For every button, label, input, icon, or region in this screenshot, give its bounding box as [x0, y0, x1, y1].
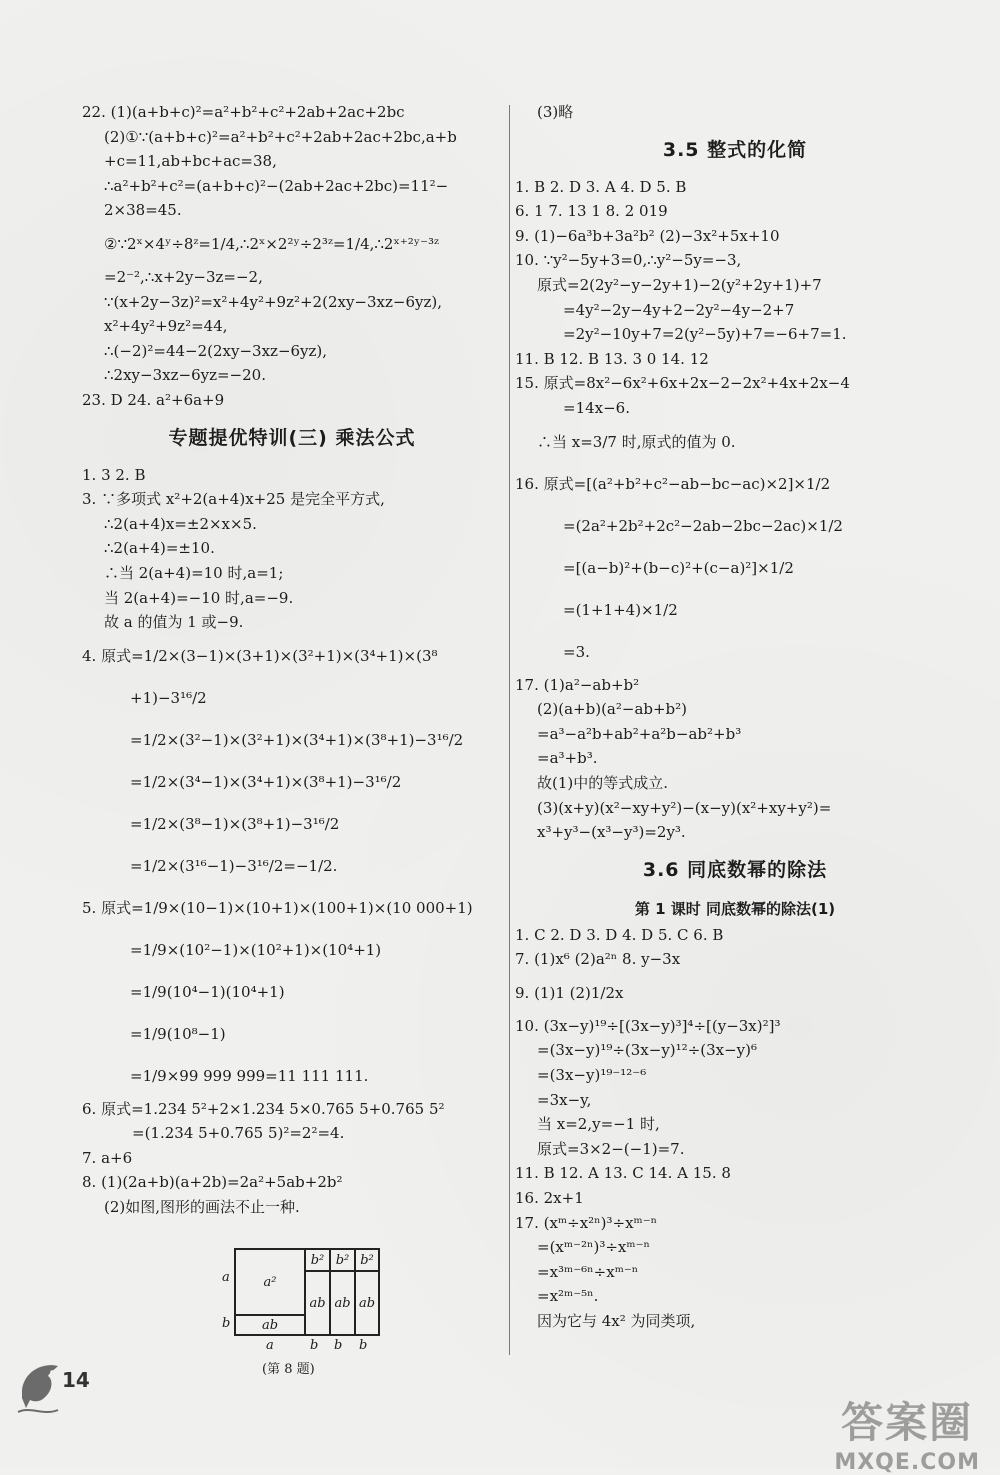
answer-line: =2⁻²,∴x+2y−3z=−2,	[104, 267, 263, 286]
answer-line: 9. (1)1 (2)1/2x	[515, 983, 624, 1002]
cell-a-squared: a²	[235, 1249, 305, 1315]
answer-line: =1/9×(10²−1)×(10²+1)×(10⁴+1)	[130, 940, 382, 959]
answer-line: =14x−6.	[563, 398, 630, 417]
answer-line: +c=11,ab+bc+ac=38,	[104, 152, 277, 171]
answer-line: =(2a²+2b²+2c²−2ab−2bc−2ac)×1/2	[563, 516, 843, 535]
answer-line: 故(1)中的等式成立.	[537, 773, 669, 792]
answer-line: 16. 2x+1	[515, 1189, 584, 1208]
answer-line: =[(a−b)²+(b−c)²+(c−a)²]×1/2	[563, 558, 794, 577]
answer-line: ∴2(a+4)x=±2×x×5.	[104, 514, 257, 533]
answer-line: 3. ∵多项式 x²+2(a+4)x+25 是完全平方式,	[82, 490, 385, 509]
answer-line: =(1.234 5+0.765 5)²=2²=4.	[132, 1124, 345, 1143]
answer-line: =1/2×(3²−1)×(3²+1)×(3⁴+1)×(3⁸+1)−3¹⁶/2	[130, 730, 464, 749]
cell-ab: ab	[330, 1271, 355, 1335]
answer-line: =1/9(10⁸−1)	[130, 1024, 226, 1043]
answer-line: (2)①∵(a+b+c)²=a²+b²+c²+2ab+2ac+2bc,a+b	[104, 127, 457, 146]
answer-line: =2y²−10y+7=2(y²−5y)+7=−6+7=1.	[563, 325, 847, 344]
answer-line: 2×38=45.	[104, 201, 182, 220]
answer-line: ∴2xy−3xz−6yz=−20.	[104, 366, 266, 385]
answer-line: 4. 原式=1/2×(3−1)×(3+1)×(3²+1)×(3⁴+1)×(3⁸	[82, 646, 438, 665]
answer-line: =(1+1+4)×1/2	[563, 600, 678, 619]
figure-bottom-b: b	[334, 1338, 343, 1353]
answer-line: =x³ᵐ⁻⁶ⁿ÷xᵐ⁻ⁿ	[537, 1262, 639, 1281]
answer-line: 22. (1)(a+b+c)²=a²+b²+c²+2ab+2ac+2bc	[82, 103, 405, 121]
answer-line: 10. ∵y²−5y+3=0,∴y²−5y=−3,	[515, 251, 742, 270]
answer-line: 17. (1)a²−ab+b²	[515, 675, 640, 694]
answer-line: 原式=3×2−(−1)=7.	[537, 1139, 685, 1158]
answer-line: =4y²−2y−4y+2−2y²−4y−2+7	[563, 300, 795, 319]
section-heading: 第 1 课时 同底数幂的除法(1)	[634, 899, 836, 918]
answer-line: 当 2(a+4)=−10 时,a=−9.	[104, 588, 294, 607]
figure-side-a: a	[222, 1270, 230, 1285]
answer-line: 9. (1)−6a³b+3a²b² (2)−3x²+5x+10	[515, 226, 780, 245]
answer-line: =(3x−y)¹⁹⁻¹²⁻⁶	[537, 1066, 647, 1085]
column-divider	[509, 105, 510, 1355]
answer-line: 故 a 的值为 1 或−9.	[104, 613, 244, 632]
figure-grid	[234, 1248, 380, 1336]
answer-line: (3)(x+y)(x²−xy+y²)−(x−y)(x²+xy+y²)=	[537, 798, 832, 817]
cell-b-squared: b²	[305, 1249, 330, 1271]
answer-line: 16. 原式=[(a²+b²+c²−ab−bc−ac)×2]×1/2	[515, 474, 831, 493]
answer-line: ∴当 2(a+4)=10 时,a=1;	[104, 563, 284, 582]
page-number: 14	[62, 1368, 90, 1392]
answer-line: ∴(−2)²=44−2(2xy−3xz−6yz),	[104, 341, 328, 360]
answer-line: =a³−a²b+ab²+a²b−ab²+b³	[537, 724, 742, 743]
answer-line: (2)如图,图形的画法不止一种.	[104, 1198, 300, 1217]
answer-line: ∵(x+2y−3z)²=x²+4y²+9z²+2(2xy−3xz−6yz),	[104, 292, 443, 311]
cell-ab: ab	[355, 1271, 379, 1335]
answer-line: 15. 原式=8x²−6x²+6x+2x−2−2x²+4x+2x−4	[515, 374, 850, 393]
figure-side-b: b	[222, 1316, 231, 1331]
answer-line: 原式=2(2y²−y−2y+1)−2(y²+2y+1)+7	[537, 275, 822, 294]
answer-line: 11. B 12. B 13. 3 0 14. 12	[515, 349, 709, 368]
answer-line: =x²ᵐ⁻⁵ⁿ.	[537, 1287, 599, 1306]
answer-line: 10. (3x−y)¹⁹÷[(3x−y)³]⁴÷[(y−3x)²]³	[515, 1016, 781, 1035]
answer-line: 1. C 2. D 3. D 4. D 5. C 6. B	[515, 925, 724, 944]
answer-line: ②∵2ˣ×4ʸ÷8ᶻ=1/4,∴2ˣ×2²ʸ÷2³ᶻ=1/4,∴2ˣ⁺²ʸ⁻³ᶻ	[104, 234, 439, 253]
answer-line: 23. D 24. a²+6a+9	[82, 390, 225, 409]
watermark	[834, 1390, 980, 1475]
figure-bottom-a: a	[266, 1338, 274, 1353]
figure-caption: (第 8 题)	[262, 1362, 315, 1377]
answer-line: =1/2×(3⁴−1)×(3⁴+1)×(3⁸+1)−3¹⁶/2	[130, 772, 402, 791]
answer-line: x²+4y²+9z²=44,	[104, 317, 228, 336]
answer-line: ∴2(a+4)=±10.	[104, 539, 215, 558]
answer-line: 7. (1)x⁶ (2)a²ⁿ 8. y−3x	[515, 950, 681, 969]
answer-line: 11. B 12. A 13. C 14. A 15. 8	[515, 1164, 731, 1183]
answer-line: =(xᵐ⁻²ⁿ)³÷xᵐ⁻ⁿ	[537, 1238, 650, 1257]
section-heading: 3.6 同底数幂的除法	[642, 858, 828, 881]
answer-line: (2)(a+b)(a²−ab+b²)	[537, 700, 688, 719]
answer-line: 当 x=2,y=−1 时,	[537, 1115, 660, 1134]
answer-line: =3x−y,	[537, 1090, 592, 1109]
answer-line: =1/2×(3¹⁶−1)−3¹⁶/2=−1/2.	[130, 856, 338, 875]
section-heading: 3.5 整式的化简	[662, 138, 808, 161]
answer-line: 8. (1)(2a+b)(a+2b)=2a²+5ab+2b²	[82, 1173, 343, 1192]
answer-line: +1)−3¹⁶/2	[130, 688, 207, 707]
answer-line: 因为它与 4x² 为同类项,	[537, 1312, 696, 1330]
right-column	[515, 100, 955, 1334]
answer-line: =1/2×(3⁸−1)×(3⁸+1)−3¹⁶/2	[130, 814, 340, 833]
section-heading: 专题提优特训(三) 乘法公式	[168, 426, 416, 449]
figure-bottom-b: b	[359, 1338, 368, 1353]
answer-line: =a³+b³.	[537, 749, 598, 768]
answer-line: ∴a²+b²+c²=(a+b+c)²−(2ab+2ac+2bc)=11²−	[104, 176, 449, 195]
answer-line: 5. 原式=1/9×(10−1)×(10+1)×(100+1)×(10 000+1)	[82, 898, 473, 917]
answer-line: 17. (xᵐ÷x²ⁿ)³÷xᵐ⁻ⁿ	[515, 1213, 658, 1232]
answer-line: 6. 原式=1.234 5²+2×1.234 5×0.765 5+0.765 5²	[82, 1099, 445, 1118]
answer-line: 1. B 2. D 3. A 4. D 5. B	[515, 177, 687, 196]
cell-ab-bottom: ab	[235, 1315, 305, 1335]
answer-line: ∴当 x=3/7 时,原式的值为 0.	[537, 432, 736, 451]
cell-b-squared: b²	[330, 1249, 355, 1271]
answer-line: =3.	[563, 642, 590, 661]
figure-bottom-b: b	[310, 1338, 319, 1353]
watermark-top: 答案圈	[841, 1398, 974, 1447]
left-column	[82, 100, 502, 1220]
answer-line: (3)略	[537, 103, 574, 121]
cell-ab: ab	[305, 1271, 330, 1335]
watermark-bottom: MXQE.COM	[834, 1450, 980, 1475]
answer-line: 7. a+6	[82, 1148, 133, 1167]
answer-line: =1/9(10⁴−1)(10⁴+1)	[130, 982, 285, 1001]
answer-line: 6. 1 7. 13 1 8. 2 019	[515, 202, 668, 221]
answer-line: x³+y³−(x³−y³)=2y³.	[537, 823, 686, 842]
answer-line: =(3x−y)¹⁹÷(3x−y)¹²÷(3x−y)⁶	[537, 1041, 758, 1060]
cell-b-squared: b²	[355, 1249, 379, 1271]
answer-line: =1/9×99 999 999=11 111 111.	[130, 1066, 369, 1085]
answer-line: 1. 3 2. B	[82, 465, 146, 484]
